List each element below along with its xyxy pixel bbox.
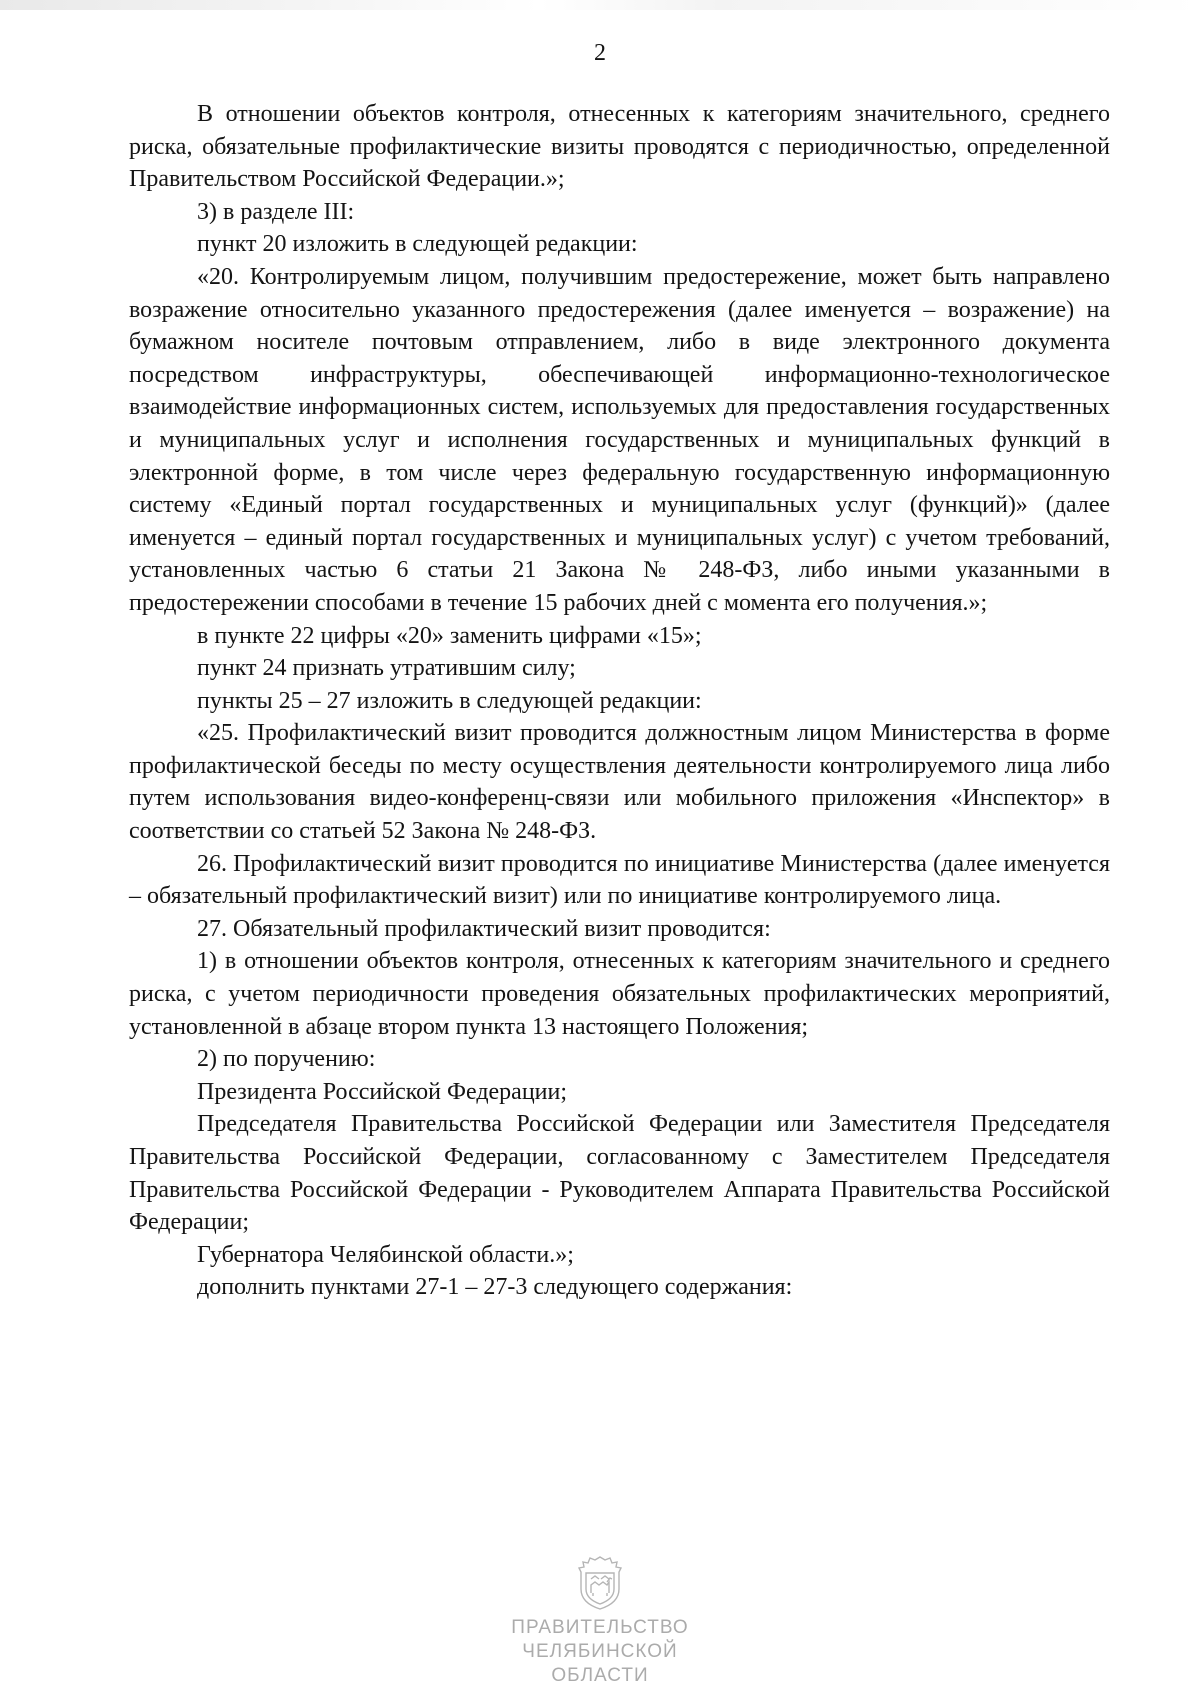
paragraph: 27. Обязательный профилактический визит проводится: [197,915,771,942]
paragraph: пункты 25 – 27 изложить в следующей редакции: [197,687,702,714]
paragraph: «25. Профилактический визит проводится должностным лицом Министерства в форме профилактической беседы по месту осуществления деятельности контролируемого лица либо путем использования видео-конференц-связи или мобильного приложения «Инспектор» в соответствии со статьей 52 Закона № 248-ФЗ. [129,720,1110,845]
government-emblem [480,1555,720,1686]
paragraph: 3) в разделе III: [197,198,355,225]
paragraph: в пункте 22 цифры «20» заменить цифрами «15»; [197,622,702,649]
page-number: 2 [594,40,606,66]
paragraph: Председателя Правительства Российской Федерации или Заместителя Председателя Правительства Российской Федерации, согласованному с Заместителем Председателя Правительства Российской Федерации - Руководителем Аппарата Правительства Российской Федерации; [129,1111,1110,1236]
emblem-line-1: ПРАВИТЕЛЬСТВО [511,1617,689,1638]
paragraph: Президента Российской Федерации; [197,1078,568,1105]
scan-edge [0,0,1200,10]
paragraph: «20. Контролируемым лицом, получившим предостережение, может быть направлено возражение относительно указанного предостережения (далее именуется – возражение) на бумажном носителе почтовым отправлением, либо в виде электронного документа посредством инфраструктуры, обеспечивающей информационно-технологическое взаимодействие информационных систем, используемых для предоставления государственных и муниципальных услуг и исполнения государственных и муниципальных функций в электронной форме, в том числе через федеральную государственную информационную систему «Единый портал государственных и муниципальных услуг (функций)» (далее именуется – единый портал государственных и муниципальных услуг) с учетом требований, установленных частью 6 статьи 21 Закона № 248-ФЗ, либо иными указанными в предостережении способами в течение 15 рабочих дней с момента его получения.»; [129,263,1110,616]
paragraph: пункт 24 признать утратившим силу; [197,655,576,682]
paragraph: 26. Профилактический визит проводится по инициативе Министерства (далее именуется – обязательный профилактический визит) или по инициативе контролируемого лица. [129,850,1110,910]
paragraph: 2) по поручению: [197,1046,376,1073]
paragraph: В отношении объектов контроля, отнесенных к категориям значительного, среднего риска, обязательные профилактические визиты проводятся с периодичностью, определенной Правительством Российской Федерации.»; [129,101,1110,193]
paragraph: пункт 20 изложить в следующей редакции: [197,231,638,258]
paragraph: 1) в отношении объектов контроля, отнесенных к категориям значительного и среднего риска, с учетом периодичности проведения обязательных профилактических мероприятий, установленной в абзаце втором пункта 13 настоящего Положения; [129,948,1110,1040]
document-body [129,98,1110,1304]
paragraph: Губернатора Челябинской области.»; [197,1241,574,1268]
paragraph: дополнить пунктами 27-1 – 27-3 следующего содержания: [197,1274,793,1301]
emblem-line-2: ЧЕЛЯБИНСКОЙ ОБЛАСТИ [522,1641,678,1686]
coat-of-arms-icon [577,1555,623,1611]
